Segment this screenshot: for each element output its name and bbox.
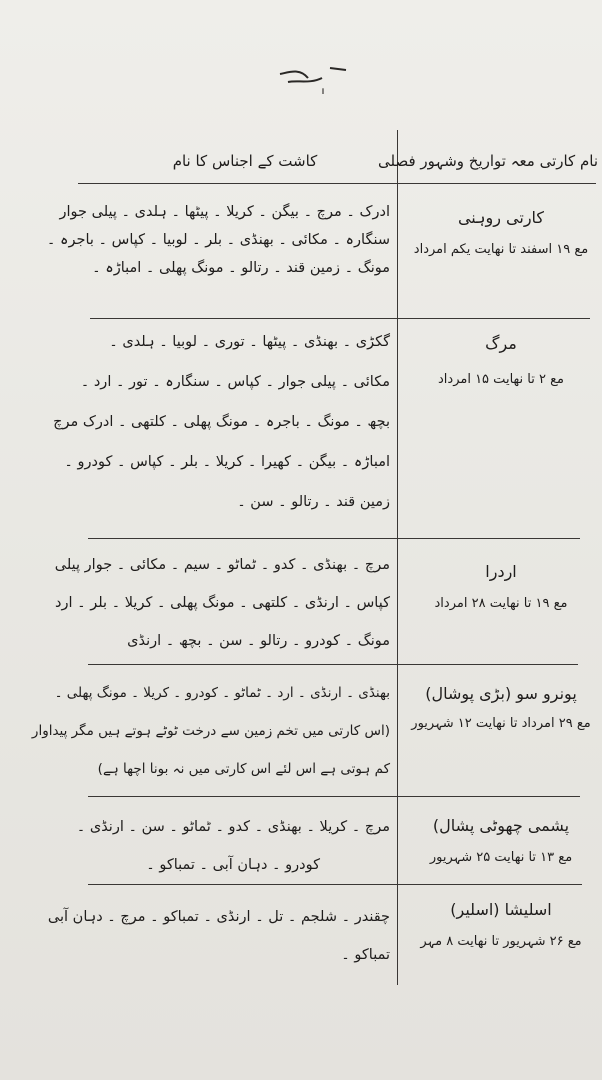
crop-line: ادرک ۔ مرچ ۔ بیگن ۔ کریلا ۔ پیٹھا ۔ ہلدی ۔ پیلی جوار (59, 204, 390, 220)
crop-line: امباڑہ ۔ بیگن ۔ کھیرا ۔ کریلا ۔ بلر ۔ کپاس ۔ کودرو ۔ (64, 454, 390, 470)
column-divider (397, 130, 398, 985)
crop-list-4 (31, 674, 390, 788)
crop-line: بچھ ۔ مونگ ۔ باجرہ ۔ مونگ پھلی ۔ کلتھی ۔ ادرک مرچ (53, 414, 390, 430)
crop-line: مونگ ۔ زمین قند ۔ رتالو ۔ مونگ پھلی ۔ امباڑہ ۔ (92, 260, 390, 276)
season-name-3: اردرا (485, 562, 517, 581)
season-name-6: اسلیشا (اسلیر) (450, 900, 552, 919)
crop-list-6 (47, 898, 390, 974)
season-name-2: مرگ (485, 334, 517, 353)
crop-line: مرچ ۔ بھنڈی ۔ کدو ۔ ٹماٹو ۔ سیم ۔ مکائی ۔ جوار پیلی (54, 557, 390, 573)
crop-list-1 (46, 198, 390, 282)
crop-line: گکڑی ۔ بھنڈی ۔ پیٹھا ۔ توری ۔ لوبیا ۔ ہلدی ۔ (109, 334, 390, 350)
season-dates-5: مع ۱۳ تا نھایت ۲۵ شہریور (429, 850, 573, 865)
season-dates-4: مع ۲۹ امرداد تا نھایت ۱۲ شہریور (411, 716, 591, 731)
season-dates-6: مع ۲۶ شہریور تا نھایت ۸ مہر (420, 934, 582, 949)
header-left-label: کاشت کے اجناس کا نام (172, 152, 318, 170)
crop-line: بھنڈی ۔ ارنڈی ۔ ارد ۔ ٹماٹو ۔ کودرو ۔ کریلا ۔ مونگ پھلی ۔ (54, 685, 390, 701)
page-mark-glyph (322, 88, 324, 94)
crop-line: کم ہوتی ہے اس لئے اس کارتی میں نہ بونا اچھا ہے) (97, 761, 390, 777)
crop-list-3 (54, 546, 390, 660)
crop-line: زمین قند ۔ رتالو ۔ سن ۔ (237, 494, 390, 510)
row-rule-5 (88, 884, 582, 885)
crop-line: تمباکو ۔ (341, 947, 390, 963)
row-rule-3 (88, 664, 578, 665)
crop-list-5 (76, 808, 390, 884)
ink-mark-decoration (278, 62, 348, 112)
crop-list-2 (53, 322, 390, 522)
crop-line: کپاس ۔ ارنڈی ۔ کلتھی ۔ مونگ پھلی ۔ کریلا ۔ بلر ۔ ارد (55, 595, 390, 611)
season-name-1: کارتی روہنی (457, 208, 545, 227)
crop-line: کودرو ۔ دہان آبی ۔ تمباکو ۔ (146, 857, 320, 873)
season-dates-1: مع ۱۹ اسفند تا نھایت یکم امرداد (413, 242, 589, 257)
row-rule-4 (88, 796, 580, 797)
season-dates-2: مع ۲ تا نھایت ۱۵ امرداد (438, 372, 564, 387)
row-rule-2 (88, 538, 580, 539)
crop-line: (اس کارتی میں تخم زمین سے درخت ٹوٹے ہوتے ہیں مگر پیداوار (31, 723, 390, 739)
crop-line: مونگ ۔ کودرو ۔ رتالو ۔ سن ۔ بچھ ۔ ارنڈی (127, 633, 390, 649)
crop-line: چقندر ۔ شلجم ۔ تل ۔ ارنڈی ۔ تمباکو ۔ مرچ ۔ دہان آبی (47, 909, 390, 925)
header-right-label: نام کارتی معہ تواریخ وشہور فصلی (378, 152, 598, 170)
crop-line: مرچ ۔ کریلا ۔ بھنڈی ۔ کدو ۔ ٹماٹو ۔ سن ۔ ارنڈی ۔ (76, 819, 390, 835)
season-dates-3: مع ۱۹ تا نھایت ۲۸ امرداد (434, 596, 568, 611)
season-name-5: پشمی چھوٹی پشال) (432, 816, 570, 835)
crop-line: سنگارہ ۔ مکائی ۔ بھنڈی ۔ بلر ۔ لوبیا ۔ کپاس ۔ باجرہ ۔ (46, 232, 390, 248)
table-top-rule (78, 183, 596, 184)
crop-line: مکائی ۔ پیلی جوار ۔ کپاس ۔ سنگارہ ۔ تور ۔ ارد ۔ (80, 374, 390, 390)
row-rule-1 (90, 318, 590, 319)
season-name-4: پونرو سو (بڑی پوشال) (425, 684, 577, 703)
